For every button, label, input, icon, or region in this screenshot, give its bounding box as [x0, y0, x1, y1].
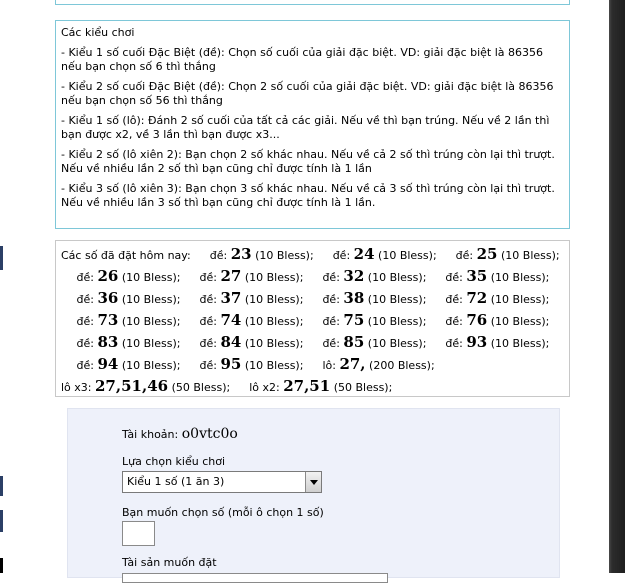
bet-entry: [76, 267, 181, 285]
bet-number: 74: [220, 311, 242, 329]
bet-type: đề:: [322, 271, 340, 284]
bet-number: 32: [343, 267, 365, 285]
bet-amount: (10 Bless);: [244, 359, 304, 372]
bet-entry: [249, 377, 393, 395]
bet-entry: [455, 245, 560, 263]
bet-type: đề:: [76, 315, 94, 328]
bet-entry: [322, 289, 427, 307]
bet-entry: [199, 289, 304, 307]
bet-type: đề:: [322, 315, 340, 328]
chevron-down-icon: [310, 480, 318, 485]
play-type-label: Lựa chọn kiểu chơi: [122, 455, 226, 468]
bet-amount: (10 Bless);: [367, 337, 427, 350]
rule-item: - Kiểu 1 số (lô): Đánh 2 số cuối của tất cả các giải. Nếu về thì bạn trúng. Nếu về 2 lần thì bạn được x2, về 3 lần thì bạn được x3...: [61, 114, 550, 141]
bet-type: đề:: [445, 337, 463, 350]
bet-amount: (10 Bless);: [367, 315, 427, 328]
bet-type: lô x3:: [61, 381, 92, 394]
bet-amount: (10 Bless);: [121, 271, 181, 284]
bet-type: đề:: [209, 249, 228, 262]
bet-entry: [199, 267, 304, 285]
bet-entry: [445, 267, 550, 285]
bet-type: đề:: [322, 337, 340, 350]
bet-amount: (10 Bless);: [490, 337, 550, 350]
bet-entry: [445, 289, 550, 307]
bet-entry: [322, 267, 427, 285]
bet-number: 27,51,46: [95, 377, 169, 395]
bet-number: 27,: [339, 355, 366, 373]
bet-type: đề:: [445, 315, 463, 328]
account-label: Tài khoản:: [122, 428, 179, 441]
bet-number: 76: [466, 311, 488, 329]
bet-type: lô x2:: [249, 381, 280, 394]
bet-amount: (10 Bless);: [244, 293, 304, 306]
bet-number: 84: [220, 333, 242, 351]
bet-amount: (10 Bless);: [121, 359, 181, 372]
bet-amount: (10 Bless);: [490, 271, 550, 284]
bet-entry: [76, 311, 181, 329]
bet-type: đề:: [76, 337, 94, 350]
bet-type: lô:: [322, 359, 336, 372]
bet-amount: (50 Bless);: [333, 381, 393, 394]
bet-amount: (10 Bless);: [490, 293, 550, 306]
bet-number: 73: [97, 311, 119, 329]
bet-amount: (10 Bless);: [244, 337, 304, 350]
bet-entry: [61, 377, 231, 395]
bet-type: đề:: [332, 249, 351, 262]
bet-number: 25: [476, 245, 498, 263]
bet-amount: (10 Bless);: [121, 337, 181, 350]
bet-number: 72: [466, 289, 488, 307]
bet-number: 26: [97, 267, 119, 285]
bet-type: đề:: [76, 271, 94, 284]
bet-type: đề:: [199, 315, 217, 328]
number-label: Bạn muốn chọn số (mỗi ô chọn 1 số): [122, 506, 324, 519]
left-edge-mark: [0, 510, 3, 532]
bet-number: 85: [343, 333, 365, 351]
bet-amount: (10 Bless);: [490, 315, 550, 328]
left-edge-mark: [0, 476, 3, 496]
window-edge: [609, 0, 625, 573]
bet-number: 94: [97, 355, 119, 373]
bet-number: 35: [466, 267, 488, 285]
bet-number: 27,51: [283, 377, 331, 395]
rules-box: [55, 20, 570, 229]
bets-intro: Các số đã đặt hôm nay:: [61, 249, 191, 262]
rule-item: - Kiểu 3 số (lô xiên 3): Bạn chọn 3 số khác nhau. Nếu về cả 3 số thì trúng còn lại thì trượt. Nếu về nhiều lần 3 số thì bạn cũng chỉ được tính là 1 lần.: [61, 182, 555, 209]
account-row: [122, 426, 238, 442]
bet-number: 24: [353, 245, 375, 263]
bet-entry: [76, 333, 181, 351]
play-type-select[interactable]: [122, 471, 322, 493]
rules-title: Các kiểu chơi: [61, 26, 135, 39]
rule-item: - Kiểu 2 số cuối Đặc Biệt (đề): Chọn 2 số cuối của giải đặc biệt. VD: giải đặc biệt là 86356 nếu bạn chọn số 56 thì thắng: [61, 80, 554, 107]
bet-type: đề:: [199, 359, 217, 372]
bet-form-panel: [67, 408, 560, 578]
bet-entry: [199, 311, 304, 329]
asset-label: Tài sản muốn đặt: [122, 556, 217, 569]
bet-type: đề:: [445, 293, 463, 306]
bet-type: đề:: [199, 293, 217, 306]
account-value: o0vtc0o: [181, 426, 238, 442]
bet-number: 93: [466, 333, 488, 351]
bet-amount: (50 Bless);: [171, 381, 231, 394]
bet-amount: (10 Bless);: [255, 249, 314, 262]
bet-entry: [445, 333, 550, 351]
bet-number: 95: [220, 355, 242, 373]
bet-number: 27: [220, 267, 242, 285]
bet-amount: (10 Bless);: [367, 271, 427, 284]
bet-number: 36: [97, 289, 119, 307]
left-edge-mark: [0, 558, 3, 573]
bet-amount: (200 Bless);: [369, 359, 435, 372]
rule-item: - Kiểu 2 số (lô xiên 2): Bạn chọn 2 số khác nhau. Nếu về cả 2 số thì trúng còn lại thì trượt. Nếu về nhiều lần 2 số thì bạn cũng chỉ được tính là 1 lần: [61, 148, 555, 175]
bet-amount: (10 Bless);: [244, 271, 304, 284]
bet-entry: [322, 355, 435, 373]
bets-today-box: [55, 240, 570, 397]
bet-number: 37: [220, 289, 242, 307]
right-gutter: [576, 0, 609, 573]
bet-entry: [332, 245, 437, 263]
bet-amount: (10 Bless);: [501, 249, 560, 262]
left-margin: [0, 0, 50, 573]
number-input[interactable]: [122, 521, 155, 546]
bet-number: 75: [343, 311, 365, 329]
bet-amount: (10 Bless);: [367, 293, 427, 306]
bet-number: 23: [230, 245, 252, 263]
rule-item: - Kiểu 1 số cuối Đặc Biệt (đề): Chọn số cuối của giải đặc biệt. VD: giải đặc biệt là 86356 nếu bạn chọn số 6 thì thắng: [61, 46, 544, 73]
bet-type: đề:: [76, 293, 94, 306]
bet-amount: (10 Bless);: [378, 249, 437, 262]
bet-entry: [199, 355, 304, 373]
main-column: [50, 0, 576, 573]
bet-type: đề:: [445, 271, 463, 284]
bet-entry: [322, 311, 427, 329]
bet-entry: [76, 289, 181, 307]
bet-entry: [322, 333, 427, 351]
bet-type: đề:: [199, 271, 217, 284]
bet-amount: (10 Bless);: [121, 315, 181, 328]
left-edge-mark: [0, 246, 3, 270]
bet-type: đề:: [199, 337, 217, 350]
bet-entry: [209, 245, 314, 263]
bet-type: đề:: [455, 249, 474, 262]
asset-input[interactable]: [122, 573, 388, 583]
bet-type: đề:: [322, 293, 340, 306]
bet-entry: [445, 311, 550, 329]
bet-amount: (10 Bless);: [244, 315, 304, 328]
bet-entry: [199, 333, 304, 351]
dropdown-button[interactable]: [305, 472, 321, 492]
bet-entry: [76, 355, 181, 373]
bet-number: 38: [343, 289, 365, 307]
bet-number: 83: [97, 333, 119, 351]
bet-type: đề:: [76, 359, 94, 372]
play-type-selected: Kiểu 1 số (1 ăn 3): [127, 475, 225, 488]
bet-amount: (10 Bless);: [121, 293, 181, 306]
previous-info-box: [55, 0, 570, 5]
